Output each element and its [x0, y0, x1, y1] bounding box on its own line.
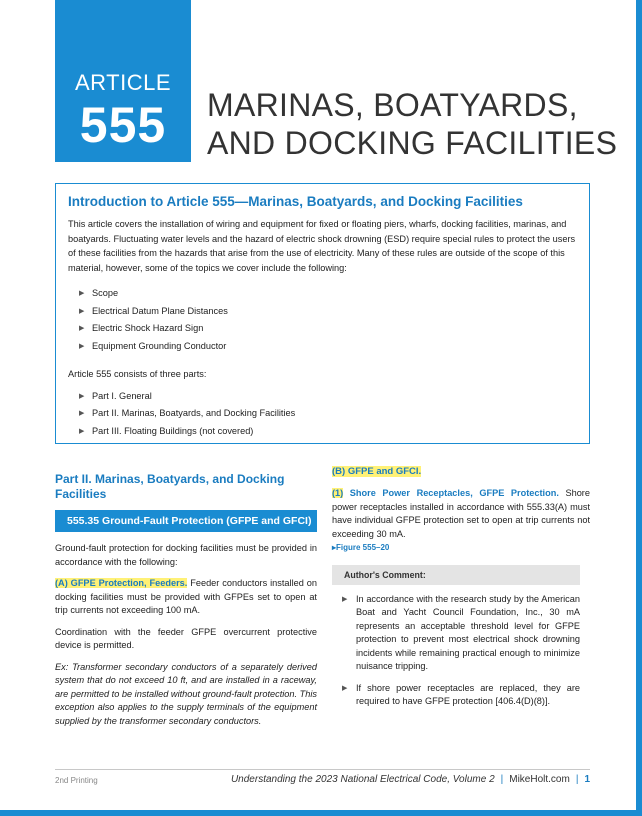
- footer-info: [231, 774, 590, 785]
- figure-reference-link[interactable]: ▸Figure 555–20: [332, 543, 390, 552]
- article-title-line1: MARINAS, BOATYARDS,: [207, 87, 578, 123]
- list-item: [68, 320, 577, 338]
- authors-comment-box: [332, 565, 580, 709]
- subsection-a-text: Feeder conductors installed on docking facilities must be provided with GFPEs set to open at trip currents not exceeding 100 mA.: [55, 578, 317, 615]
- part-heading: Part II. Marinas, Boatyards, and Docking Facilities: [55, 472, 285, 501]
- page-number: 1: [584, 774, 590, 785]
- site-link[interactable]: MikeHolt.com: [509, 774, 570, 785]
- right-column: [332, 466, 590, 717]
- article-badge: [55, 0, 191, 162]
- printing-label: 2nd Printing: [55, 776, 98, 785]
- subsection-b-label: (B) GFPE and GFCI.: [332, 466, 422, 477]
- list-item-label: Scope: [92, 288, 119, 298]
- item-1-label: (1): [332, 488, 344, 498]
- bullet-triangle-icon: ▶: [79, 342, 85, 350]
- bullet-triangle-icon: ▶: [79, 392, 85, 400]
- bullet-triangle-icon: ▶: [342, 684, 348, 692]
- section-heading-bar: 555.35 Ground-Fault Protection (GFPE and GFCI): [55, 510, 317, 532]
- bullet-triangle-icon: ▶: [79, 290, 85, 297]
- list-item-label: In accordance with the research study by the American Boat and Yacht Council Foundation, Inc., 30 mA represents an acceptable threshold level for GFPE protection to prevent most electrical shock drowning incidents while remaining practical enough to minimize nuisance tripping.: [356, 593, 580, 671]
- intro-heading: Introduction to Article 555—Marinas, Boatyards, and Docking Facilities: [68, 194, 523, 209]
- article-number: 555: [79, 97, 167, 153]
- subsection-a: [55, 577, 317, 618]
- list-item-label: Electric Shock Hazard Sign: [92, 323, 204, 333]
- list-item: [68, 285, 577, 303]
- item-1-paragraph: [332, 487, 590, 555]
- parts-intro: Article 555 consists of three parts:: [68, 369, 207, 379]
- article-title-line2: AND DOCKING FACILITIES: [207, 125, 618, 161]
- intro-paragraph: This article covers the installation of wiring and equipment for fixed or floating piers, wharfs, docking facilities, marinas, and boatyards. Fluctuating water levels and the hazard of electric shock drowning (ESD) require special rules to protect the users of these facilities from the hazards that arise from the use of electricity. Many of these rules are outside of the scope of this material, however, some of the topics we cover include the following:: [68, 219, 576, 273]
- list-item-label: Part III. Floating Buildings (not covered): [92, 425, 254, 436]
- authors-comment-body: [332, 585, 580, 709]
- subsection-a-label: (A) GFPE Protection, Feeders.: [55, 578, 188, 588]
- list-item-label: Equipment Grounding Conductor: [92, 340, 227, 351]
- bullet-triangle-icon: ▶: [79, 410, 85, 417]
- bullet-triangle-icon: ▶: [79, 427, 85, 435]
- section-intro: Ground-fault protection for docking facilities must be provided in accordance with the following:: [55, 543, 317, 567]
- topics-list: [68, 285, 577, 355]
- book-title: Understanding the 2023 National Electrical Code, Volume 2: [230, 774, 495, 785]
- subsection-b-heading: [332, 466, 590, 477]
- list-item: [68, 338, 577, 356]
- article-title: [207, 86, 627, 162]
- list-item: [68, 388, 577, 406]
- list-item: [68, 405, 577, 423]
- footer-separator: |: [575, 774, 579, 785]
- parts-list: [68, 388, 577, 441]
- intro-box: [55, 183, 590, 444]
- item-1-title: Shore Power Receptacles, GFPE Protection.: [343, 488, 559, 498]
- list-item: [332, 593, 580, 674]
- bullet-triangle-icon: ▶: [342, 595, 348, 603]
- list-item-label: Part II. Marinas, Boatyards, and Docking Facilities: [92, 408, 296, 418]
- exception-paragraph: Ex: Transformer secondary conductors of a separately derived system that do not exceed 10 ft, and are installed in a raceway, are permitted to be installed without ground-fault protection. This exception also applies to the supply terminals of the equipment supplied by the transformer secondary conductors.: [55, 661, 317, 726]
- item-1-text: Shore power receptacles installed in accordance with 555.33(A) must have individual GFPE protection set to open at trip currents not exceeding 30 mA.: [332, 488, 590, 539]
- list-item-label: Part I. General: [92, 390, 152, 401]
- list-item: [332, 682, 580, 709]
- list-item: [68, 303, 577, 321]
- list-item-label: Electrical Datum Plane Distances: [92, 305, 228, 316]
- bullet-triangle-icon: ▶: [79, 307, 85, 315]
- article-word: ARTICLE: [74, 70, 171, 95]
- figure-reference-label: Figure 555–20: [336, 543, 390, 552]
- coordination-paragraph: Coordination with the feeder GFPE overcurrent protective device is permitted.: [55, 626, 317, 650]
- bullet-triangle-icon: ▶: [79, 325, 85, 332]
- list-item: [68, 423, 577, 441]
- left-column: [55, 472, 317, 736]
- list-item-label: If shore power receptacles are replaced, they are required to have GFPE protection [406.4(D)(8)].: [356, 682, 580, 706]
- authors-comment-title: Author's Comment:: [332, 565, 580, 585]
- footer-divider: [55, 769, 590, 770]
- footer-separator: |: [500, 774, 504, 785]
